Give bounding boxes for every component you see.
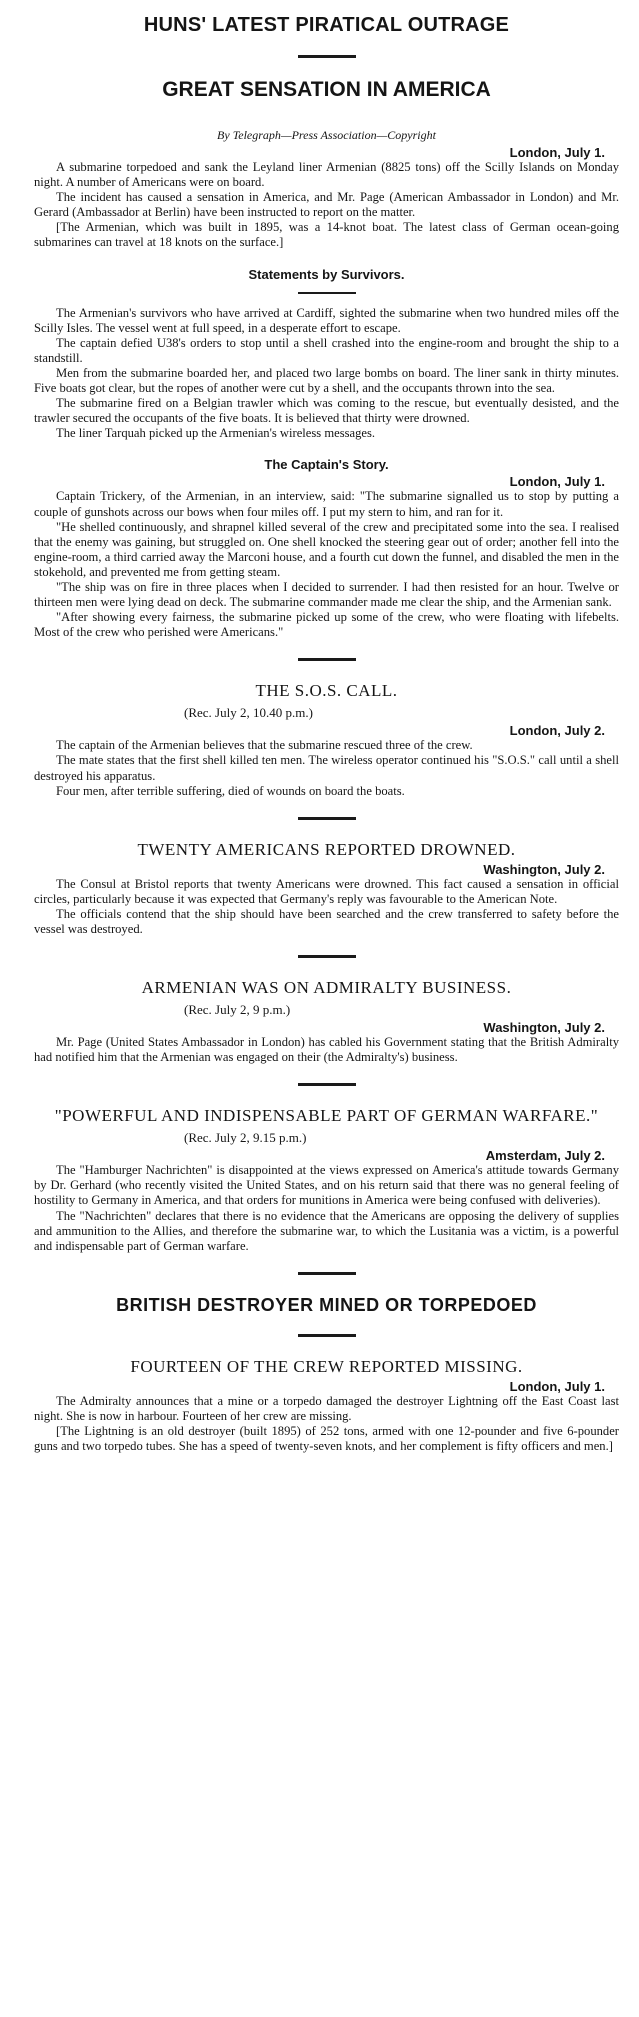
paragraph: [The Lightning is an old destroyer (built 1895) of 252 tons, armed with one 12-pounder and five 6-pounder guns and two torpedo tubes. She has a speed of twenty-seven knots, and her complement is fifty officers and men.] — [34, 1424, 619, 1454]
drowned-section — [34, 862, 619, 937]
paragraph: The mate states that the first shell killed ten men. The wireless operator continued his "S.O.S." call until a shell destroyed his apparatus. — [34, 753, 619, 783]
divider — [298, 1272, 356, 1275]
byline: By Telegraph—Press Association—Copyright — [217, 128, 436, 142]
section-heading: The Captain's Story. — [264, 457, 389, 473]
paragraph: The liner Tarquah picked up the Armenian's wireless messages. — [56, 426, 376, 441]
section-heading: BRITISH DESTROYER MINED OR TORPEDOED — [116, 1294, 537, 1315]
paragraph: Men from the submarine boarded her, and placed two large bombs on board. The liner sank in thirty minutes. Five boats got clear, but the ropes of another were cut by a shell, and the occupants thrown into the sea. — [34, 365, 619, 396]
divider — [298, 817, 356, 820]
paragraph: Four men, after terrible suffering, died of wounds on board the boats. — [56, 783, 405, 798]
paragraph: Captain Trickery, of the Armenian, in an interview, said: "The submarine signalled us to stop by putting a couple of gunshots across our bows when four miles off. I put my stern to him, and ran for it. — [34, 489, 619, 519]
paragraph: The Admiralty announces that a mine or a torpedo damaged the destroyer Lightning off the East Coast last night. She is now in harbour. Fourteen of her crew are missing. — [34, 1393, 619, 1423]
subheadline: GREAT SENSATION IN AMERICA — [162, 78, 491, 101]
paragraph: Mr. Page (United States Ambassador in London) has cabled his Government stating that the British Admiralty had notified him that the Armenian was engaged on their (the Admiralty's) business. — [34, 1035, 619, 1065]
section-heading: Statements by Survivors. — [248, 266, 405, 282]
section-heading: ARMENIAN WAS ON ADMIRALTY BUSINESS. — [141, 978, 512, 998]
dateline: Amsterdam, July 2. — [485, 1148, 605, 1164]
paragraph: The captain defied U38's orders to stop until a shell crashed into the engine-room and brought the ship to a standstill. — [34, 335, 619, 365]
admiralty-section — [34, 1002, 619, 1065]
destroyer-section — [34, 1379, 619, 1454]
received-stamp: (Rec. July 2, 9.15 p.m.) — [184, 1130, 307, 1146]
sos-section — [34, 705, 619, 798]
dateline: Washington, July 2. — [483, 1020, 605, 1036]
warfare-section — [34, 1130, 619, 1254]
dateline: London, July 1. — [509, 145, 605, 160]
headline: HUNS' LATEST PIRATICAL OUTRAGE — [143, 14, 510, 36]
paragraph: The incident has caused a sensation in America, and Mr. Page (American Ambassador in London) and Mr. Gerard (Ambassador at Berlin) have been instructed to report on the matter. — [34, 190, 619, 220]
section-heading: TWENTY AMERICANS REPORTED DROWNED. — [137, 839, 516, 859]
section-heading: "POWERFUL AND INDISPENSABLE PART OF GERMAN WARFARE." — [54, 1106, 599, 1126]
paragraph: "The ship was on fire in three places when I decided to surrender. I had then resisted for an hour. Twelve or thirteen men were lying dead on deck. The submarine commander made me clear the ship, and the Armenian sank. — [34, 579, 619, 610]
divider — [298, 292, 356, 294]
received-stamp: (Rec. July 2, 10.40 p.m.) — [184, 705, 313, 721]
section-heading: THE S.O.S. CALL. — [255, 681, 398, 701]
section-subheading: FOURTEEN OF THE CREW REPORTED MISSING. — [130, 1356, 523, 1376]
paragraph: [The Armenian, which was built in 1895, was a 14-knot boat. The latest class of German ocean-going submarines can travel at 18 knots on the surface.] — [34, 220, 619, 250]
dateline: London, July 1. — [509, 474, 605, 490]
divider — [298, 955, 356, 958]
paragraph: "He shelled continuously, and shrapnel killed several of the crew and precipitated some into the sea. I realised that the enemy was gaining, but struggled on. One shell knocked the steering gear out of order; another fell into the engine-room, a third carried away the Marconi house, and a fourth cut down the funnel, and disabled the men in the stokehold, and prevented me from getting steam. — [34, 519, 619, 579]
dateline: Washington, July 2. — [483, 861, 605, 877]
paragraph: The submarine fired on a Belgian trawler which was coming to the rescue, but eventually desisted, and the trawler secured the occupants of the five boats. It is believed that thirty were drowned. — [34, 396, 619, 426]
survivors-section — [34, 306, 619, 442]
captain-section — [34, 474, 619, 640]
paragraph: The Consul at Bristol reports that twenty Americans were drowned. This fact caused a sensation in official circles, particularly because it was expected that Germany's reply was favourable to the American Note. — [34, 876, 619, 906]
paragraph: The Armenian's survivors who have arrived at Cardiff, sighted the submarine when two hundred miles off the Scilly Isles. The vessel went at full speed, in a desperate effort to escape. — [34, 305, 619, 335]
divider — [298, 658, 356, 661]
paragraph: "After showing every fairness, the submarine picked up some of the crew, who were floating with lifebelts. Most of the crew who perished were Americans." — [34, 610, 619, 640]
dateline: London, July 1. — [509, 1378, 605, 1394]
divider — [298, 55, 356, 58]
paragraph: The "Nachrichten" declares that there is no evidence that the Americans are opposing the delivery of supplies and ammunition to the Allies, and therefore the submarine war, to which the Lusitania was a victim, is a powerful and indispensable part of German warfare. — [34, 1208, 619, 1253]
paragraph: The officials contend that the ship should have been searched and the crew transferred to safety before the vessel was destroyed. — [34, 906, 619, 936]
divider — [298, 1083, 356, 1086]
divider — [298, 1334, 356, 1337]
received-stamp: (Rec. July 2, 9 p.m.) — [184, 1002, 291, 1018]
dateline: London, July 2. — [509, 723, 605, 739]
paragraph: The "Hamburger Nachrichten" is disappointed at the views expressed on America's attitude towards Germany by Dr. Gerhard (who recently visited the United States, and on his return said that there was no general feeling of hostility to Germany in America, and that orders for munitions in America were being confused with deliveries). — [34, 1163, 619, 1208]
paragraph: The captain of the Armenian believes that the submarine rescued three of the crew. — [56, 738, 473, 753]
main-report — [34, 145, 619, 251]
paragraph: A submarine torpedoed and sank the Leyland liner Armenian (8825 tons) off the Scilly Islands on Monday night. A number of Americans were on board. — [34, 160, 619, 190]
